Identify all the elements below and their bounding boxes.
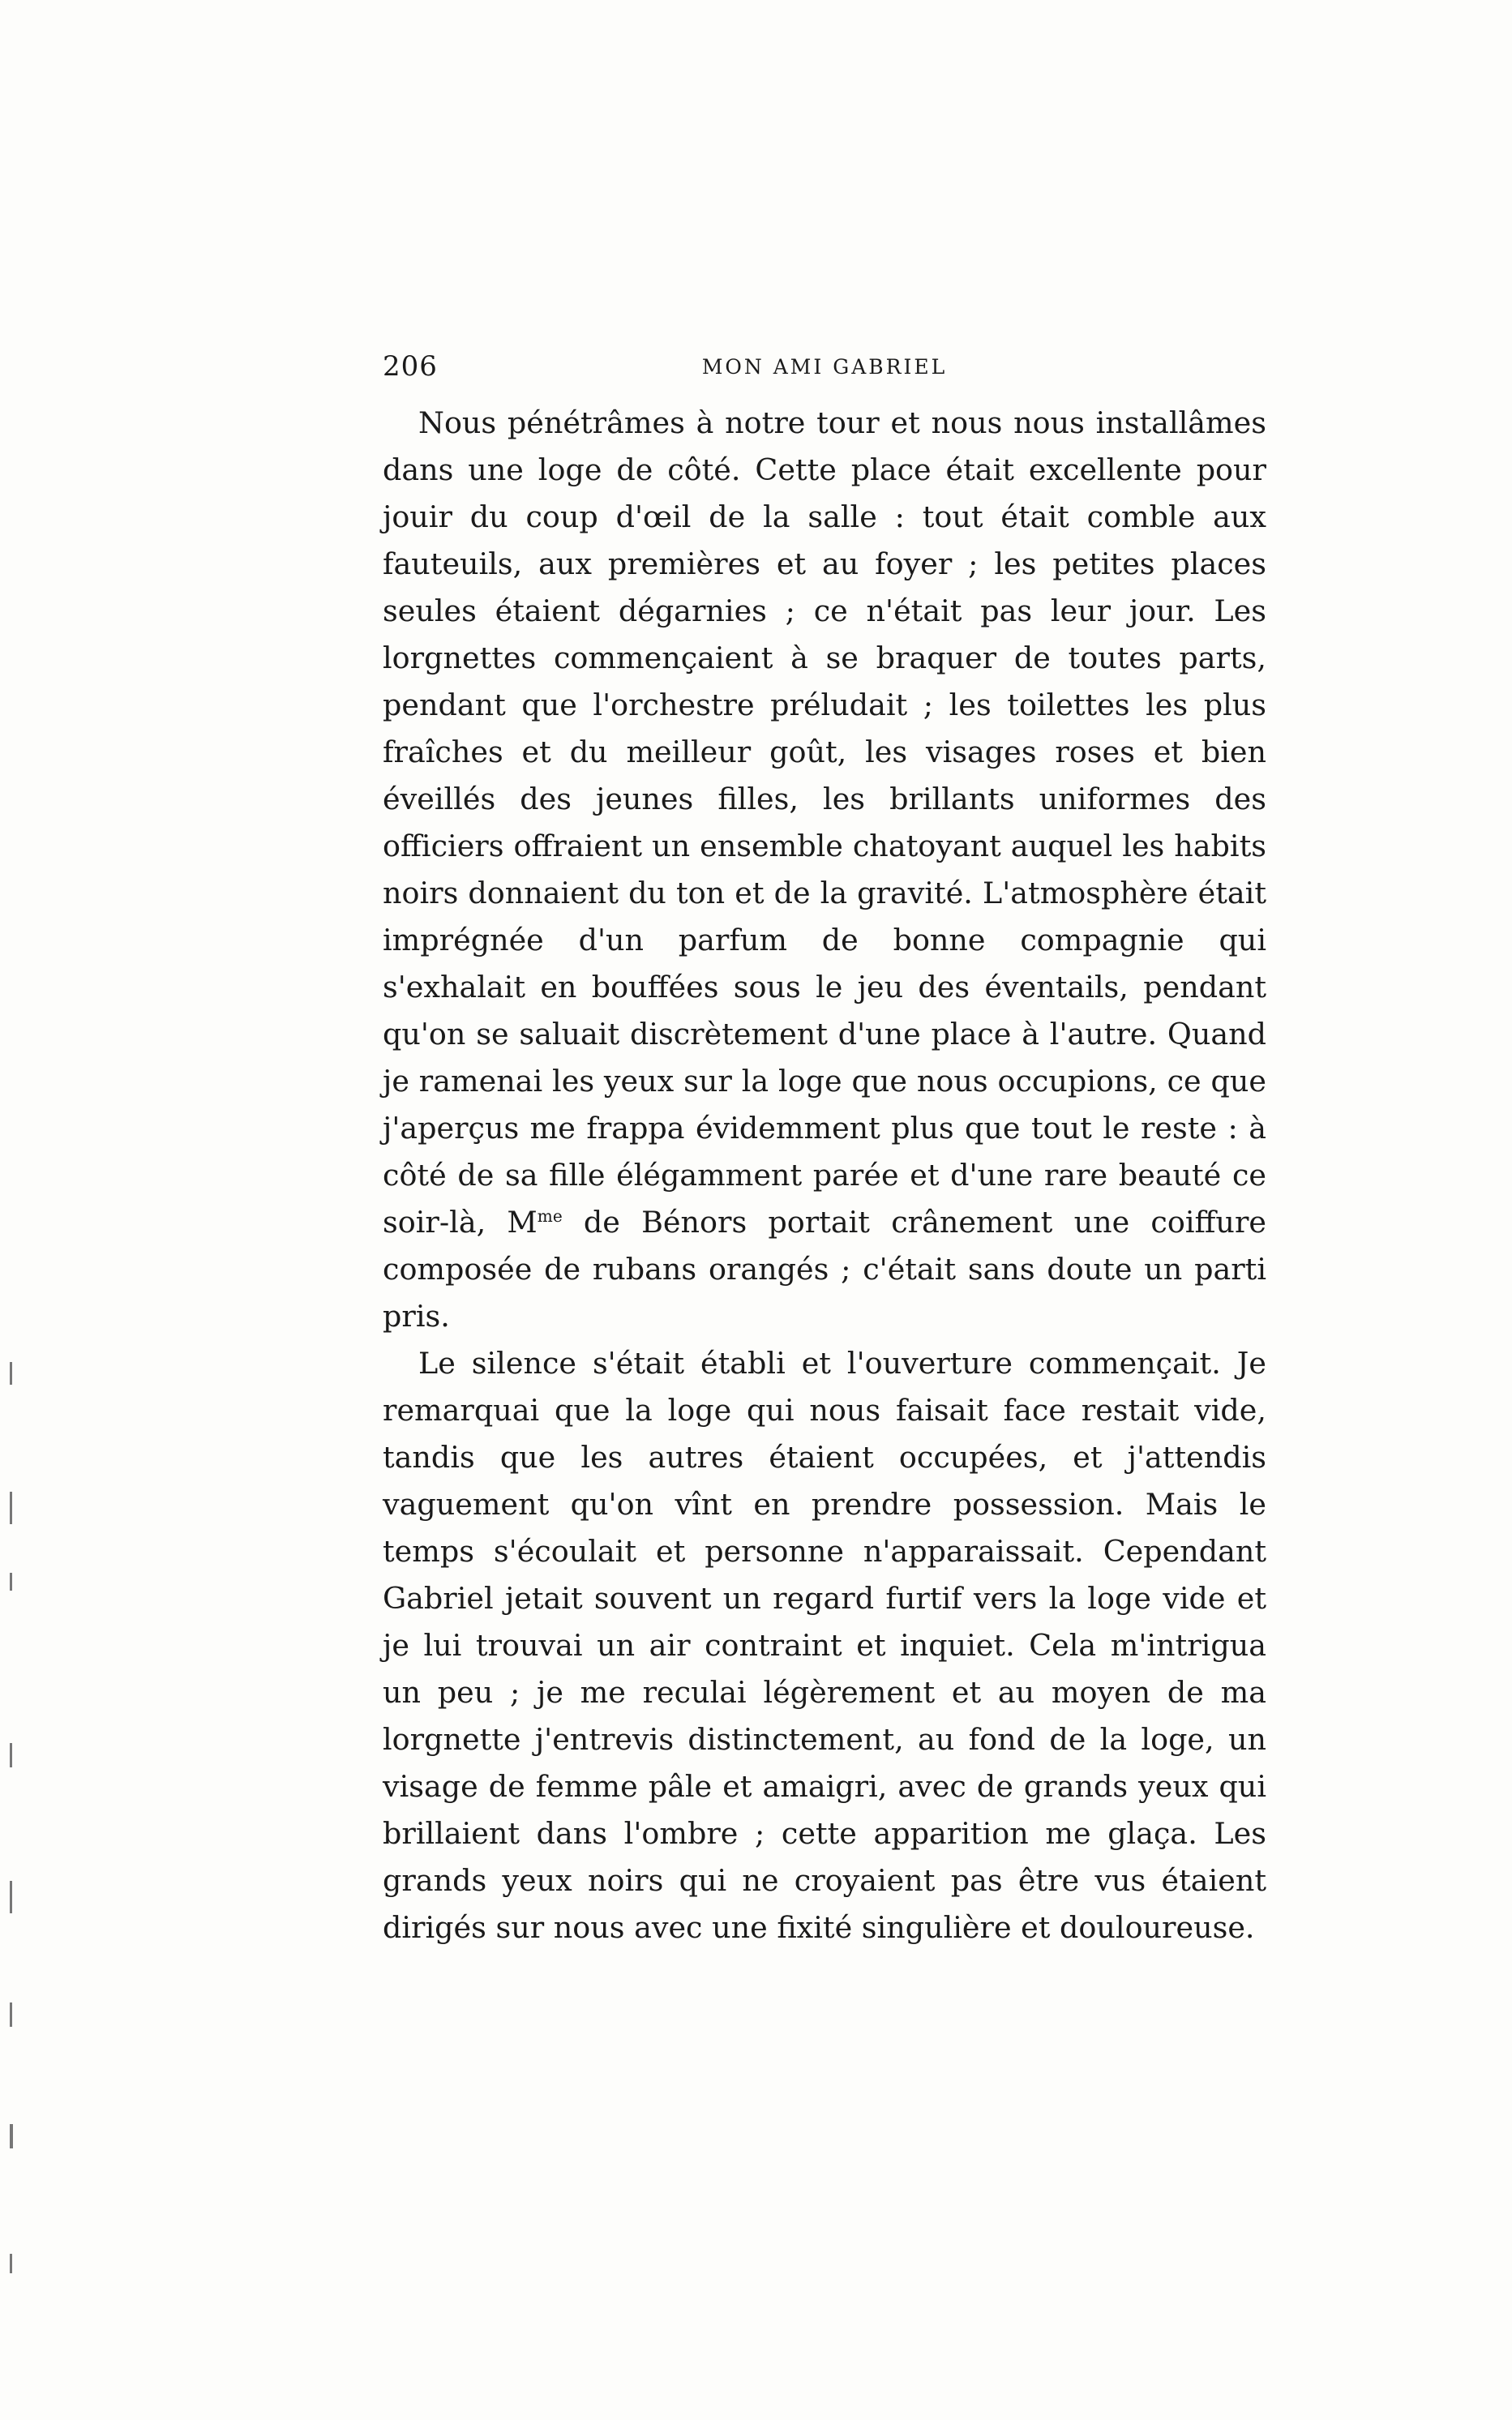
scan-speck [10, 2124, 13, 2148]
paragraph-1-continuation: de Bénors portait crânement une coiffure composée de rubans orangés ; c'était sans doute un parti pris. [383, 1205, 1266, 1334]
scan-speck [10, 1743, 12, 1767]
paragraph-1-text: Nous pénétrâmes à notre tour et nous nous installâmes dans une loge de côté. Cette place était excellente pour jouir du coup d'œil de la salle : tout était comble aux fauteuils, aux premières et au foyer ; les petites places seules étaient dégarnies ; ce n'était pas leur jour. Les lorgnettes commençaient à se braquer de toutes parts, pendant que l'orchestre préludait ; les toilettes les plus fraîches et du meilleur goût, les visages roses et bien éveillés des jeunes filles, les brillants uniformes des officiers offraient un ensemble chatoyant auquel les habits noirs donnaient du ton et de la gravité. L'atmosphère était imprégnée d'un parfum de bonne compagnie qui s'exhalait en bouffées sous le jeu des éventails, pendant qu'on se saluait discrètement d'une place à l'autre. Quand je ramenai les yeux sur la loge que nous occupions, ce que j'aperçus me frappa évidemment plus que tout le reste : à côté de sa fille élégamment parée et d'une rare beauté ce soir-là, M [383, 405, 1266, 1240]
scan-speck [10, 1492, 12, 1524]
scan-speck [10, 1881, 12, 1913]
scan-speck [10, 1362, 12, 1385]
page-number: 206 [383, 350, 438, 383]
scan-speck [10, 2002, 12, 2027]
paragraph-2: Le silence s'était établi et l'ouverture commençait. Je remarquai que la loge qui nous faisait face restait vide, tandis que les autres étaient occupées, et j'attendis vaguement qu'on vînt en prendre possession. Mais le temps s'écoulait et personne n'apparaissait. Cependant Gabriel jetait souvent un regard furtif vers la loge vide et je lui trouvai un air contraint et inquiet. Cela m'intrigua un peu ; je me reculai légèrement et au moyen de ma lorgnette j'entrevis distinctement, au fond de la loge, un visage de femme pâle et amaigri, avec de grands yeux qui brillaient dans l'ombre ; cette apparition me glaça. Les grands yeux noirs qui ne croyaient pas être vus étaient dirigés sur nous avec une fixité singulière et douloureuse. [383, 1346, 1266, 1945]
body-text [383, 400, 1266, 1951]
paragraph-1 [383, 400, 1266, 1340]
honorific-superscript: me [537, 1206, 563, 1226]
scan-speck [10, 2254, 12, 2273]
running-title: MON AMI GABRIEL [701, 355, 948, 379]
running-head [383, 350, 1266, 391]
scan-speck [10, 1573, 12, 1591]
